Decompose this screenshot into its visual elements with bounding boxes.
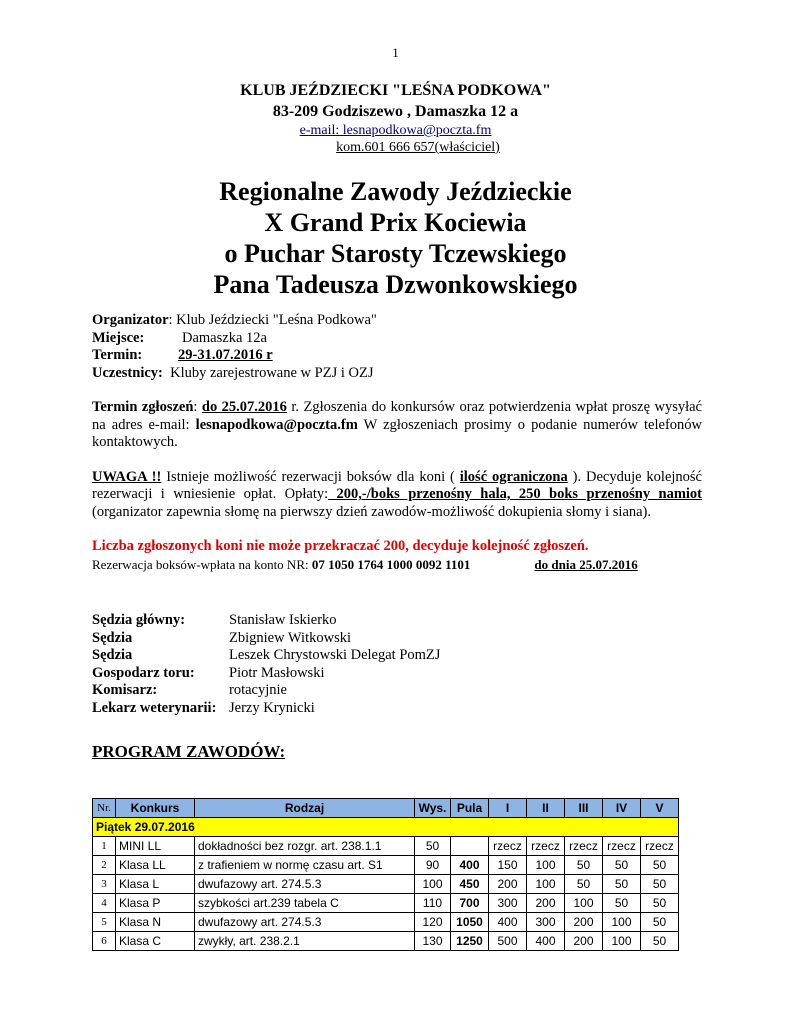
judges-list [92,612,440,717]
header-konkurs: Konkurs [116,799,195,818]
judge-row: Sędzia Zbigniew Witkowski [92,629,351,646]
header-pula: Pula [451,799,489,818]
table-row: 6 Klasa C zwykły, art. 238.2.1 130 1250 500 400 200 100 50 [93,932,679,951]
table-row: 1 MINI LL dokładności bez rozgr. art. 238.1.1 50 rzecz rzecz rzecz rzecz rzecz [93,837,679,856]
organizer-value: : Klub Jeździecki "Leśna Podkowa" [168,312,377,328]
place-row [92,330,702,348]
registration-date: do 25.07.2016 [201,399,287,415]
day-label: Piątek 29.07.2016 [93,818,679,837]
registration-paragraph: Termin zgłoszeń: do 25.07.2016 r. Zgłoszenia do konkursów oraz potwierdzenia wpłat proszę wysyłać na adres e-mail: lesnapodkowa@poczta.fm W zgłoszeniach prosimy o podanie numerów telefonów kontaktowych. [92,399,703,450]
judge-row: Sędzia główny: Stanisław Iskierko [92,612,337,628]
program-heading: PROGRAM ZAWODÓW: [92,742,286,761]
title-line-2: X Grand Prix Kociewia [264,208,527,237]
table-row: 4 Klasa P szybkości art.239 tabela C 110 700 300 200 100 50 50 [93,894,679,913]
club-header [0,80,791,156]
place-value: Damaszka 12a [182,329,267,346]
registration-label: Termin zgłoszeń [92,399,194,415]
club-email-link[interactable]: e-mail: lesnapodkowa@poczta.fm [299,123,492,138]
participants-row [92,365,702,383]
header-rodzaj: Rodzaj [195,799,415,818]
club-name: KLUB JEŹDZIECKI "LEŚNA PODKOWA" [240,82,551,99]
participants-label: Uczestnicy: [92,364,163,381]
title-line-1: Regionalne Zawody Jeździeckie [219,177,572,206]
header-prize-2: II [527,799,565,818]
account-text: Rezerwacja boksów-wpłata na konto NR: [92,556,312,572]
page-number: 1 [392,45,399,60]
header-prize-3: III [565,799,603,818]
header-prize-1: I [489,799,527,818]
event-info [92,312,702,573]
judge-row: Sędzia Leszek Chrystowski Delegat PomZJ [92,647,441,663]
participants-value: Kluby zarejestrowane w PZJ i OZJ [170,364,374,381]
title-line-4: Pana Tadeusza Dzwonkowskiego [213,270,578,299]
club-address: 83-209 Godziszewo , Damaszka 12 a [272,103,519,120]
table-row: 2 Klasa LL z trafieniem w normę czasu art. S1 90 400 150 100 50 50 50 [93,856,679,875]
table-row: 3 Klasa L dwufazowy art. 274.5.3 100 450 200 100 50 50 50 [93,875,679,894]
judge-row: Lekarz weterynarii: Jerzy Krynicki [92,699,315,716]
header-prize-5: V [641,799,679,818]
warning-fees: 200,-/boks przenośny hala, 250 boks przenośny namiot [328,486,703,502]
date-row [92,347,702,365]
day-row [93,818,679,837]
table-header-row [93,799,679,818]
account-number: 07 1050 1764 1000 0092 1101 [311,556,471,572]
header-prize-4: IV [603,799,641,818]
place-label: Miejsce: [92,329,145,346]
table-row: 5 Klasa N dwufazowy art. 274.5.3 120 1050 400 300 200 100 50 [93,913,679,932]
account-row [92,556,702,574]
registration-email[interactable]: lesnapodkowa@poczta.fm [195,416,358,433]
warning-limited: ilość ograniczona [459,468,568,485]
date-label: Termin: [92,347,143,363]
header-wys: Wys. [415,799,451,818]
account-deadline: do dnia 25.07.2016 [534,556,638,572]
judge-row: Gospodarz toru: Piotr Masłowski [92,664,325,681]
date-value: 29-31.07.2016 r [178,347,273,363]
warning-paragraph: UWAGA !! Istnieje możliwość rezerwacji boksów dla koni ( ilość ograniczona ). Decyduje kolejność rezerwacji i wniesienie opłat. Opłaty: 200,-/boks przenośny hala, 250 boks przenośny namiot (organizator zapewnia słomę na pierwszy dzień zawodów-możliwość dokupienia słomy i siana). [92,468,703,520]
header-nr: Nr. [93,799,116,818]
limit-notice: Liczba zgłoszonych koni nie może przekraczać 200, decyduje kolejność zgłoszeń. [92,538,589,554]
title-line-3: o Puchar Starosty Tczewskiego [224,239,567,268]
event-title [0,176,791,300]
organizer-row [92,312,702,330]
organizer-label: Organizator [92,312,169,328]
warning-label: UWAGA !! [92,468,162,485]
club-phone: kom.601 666 657(właściciel) [336,140,500,155]
judge-row: Komisarz: rotacyjnie [92,682,287,698]
program-table [92,798,679,951]
